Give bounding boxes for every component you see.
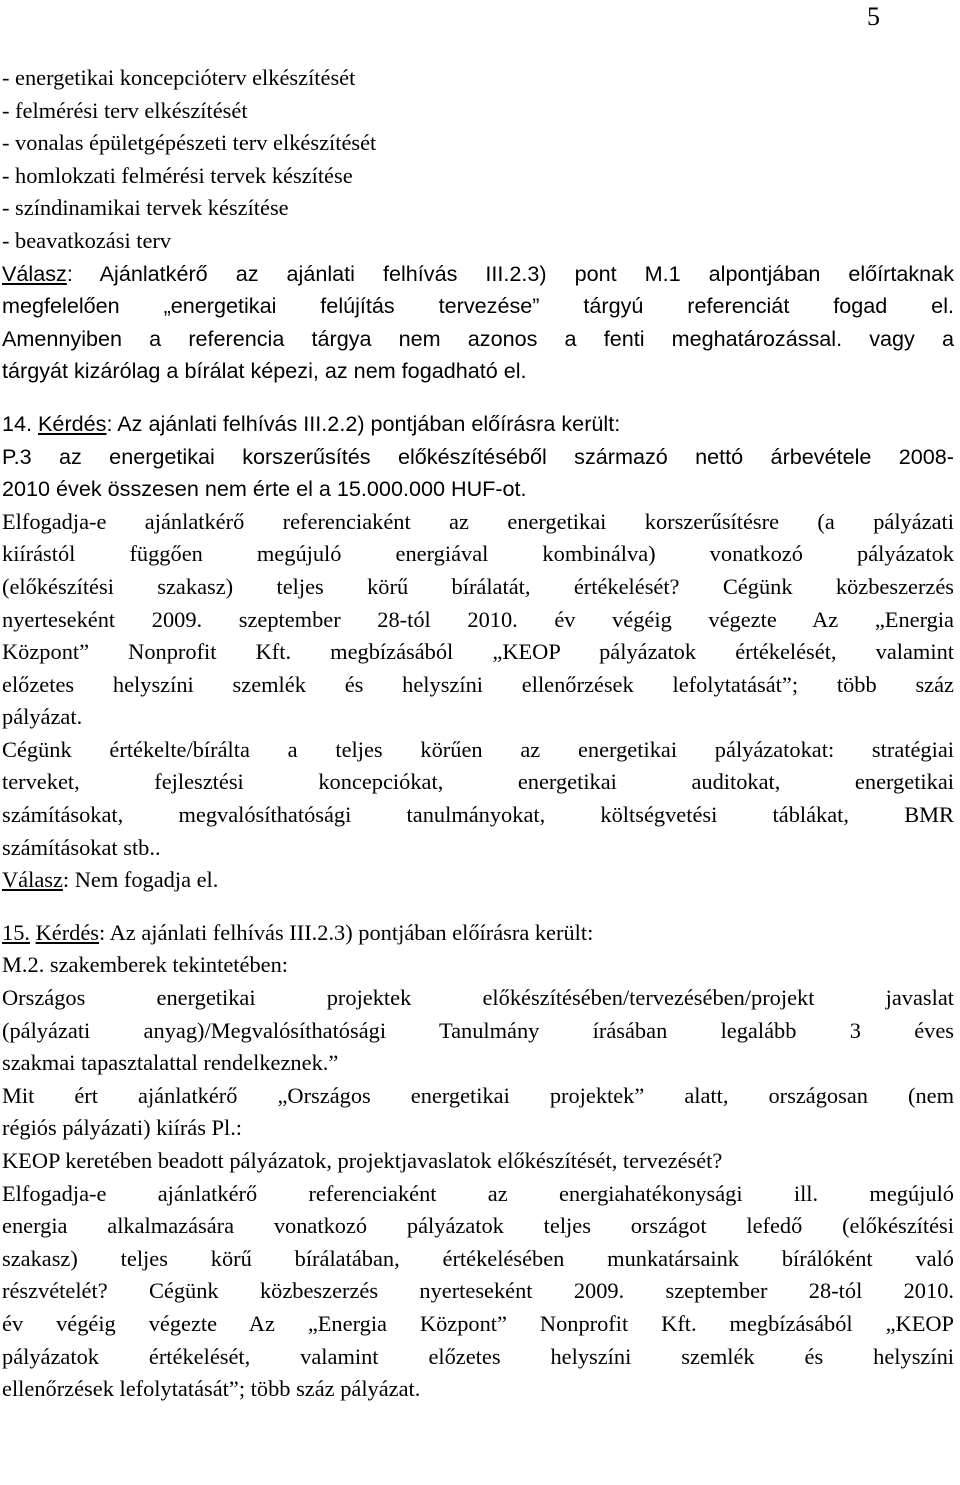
answer-label: Válasz [2,260,67,286]
p3-line: 2010 évek összesen nem érte el a 15.000.000 HUF-ot. [2,476,527,502]
mit-ert-question [2,1080,954,1145]
paragraph-line: szakasz) teljes körű bírálatában, értékelésében munkatársaink bírálóként való [2,1245,954,1271]
question-15-heading [2,917,954,950]
section-gap [2,388,954,408]
answer-14-text: : Nem fogadja el. [62,867,219,893]
question-15-final-paragraph [2,1178,954,1406]
list-item: - homlokzati felmérési tervek készítése [2,162,353,188]
paragraph-line: Cégünk értékelte/bírálta a teljes körűen az energetikai pályázatokat: stratégiai [2,736,954,762]
answer-13-line: tárgyát kizárólag a bírálat képezi, az nem fogadható el. [2,358,527,384]
paragraph-line: számításokat stb.. [2,834,161,860]
section-gap [2,897,954,917]
m2-heading: M.2. szakemberek tekintetében: [2,952,288,978]
answer-13-line: megfelelően „energetikai felújítás tervezése” tárgyú referenciát fogad el. [2,293,954,319]
paragraph-line: nyerteseként 2009. szeptember 28-tól 2010. év végéig végezte Az „Energia [2,606,954,632]
p3-line: P.3 az energetikai korszerűsítés előkészítéséből származó nettó árbevétele 2008- [2,443,954,469]
paragraph-line: pályázatok értékelését, valamint előzetes helyszíni szemlék és helyszíni [2,1343,954,1369]
m2-quote [2,982,954,1080]
paragraph-line: Mit ért ajánlatkérő „Országos energetikai projektek” alatt, országosan (nem [2,1082,954,1108]
paragraph-line: terveket, fejlesztési koncepciókat, energetikai auditokat, energetikai [2,769,954,795]
list-item: - színdinamikai tervek készítése [2,195,289,221]
p3-requirement [2,441,954,506]
answer-13-first-line [2,258,954,291]
list-item: - vonalas épületgépészeti terv elkészítését [2,130,377,156]
answer-label: Válasz [2,867,63,893]
question-14-heading [2,408,954,441]
paragraph-line: kiírástól függően megújuló energiával kombinálva) vonatkozó pályázatok [2,541,954,567]
question-15-heading-text: : Az ajánlati felhívás III.2.3) pontjában előírásra került: [99,919,594,945]
question-14 [2,408,954,897]
answer-13 [2,258,954,388]
paragraph-line: szakmai tapasztalattal rendelkeznek.” [2,1050,339,1076]
page-number: 5 [867,2,880,31]
paragraph-line: energia alkalmazására vonatkozó pályázatok teljes országot lefedő (előkészítési [2,1213,954,1239]
paragraph-line: részvételét? Cégünk közbeszerzés nyerteseként 2009. szeptember 28-tól 2010. [2,1278,954,1304]
answer-13-line: Amennyiben a referencia tárgya nem azonos a fenti meghatározással. vagy a [2,325,954,351]
list-item: - beavatkozási terv [2,227,172,253]
question-label: Kérdés [38,410,107,436]
paragraph-line: pályázat. [2,704,83,730]
paragraph-line: ellenőrzések lefolytatását”; több száz pályázat. [2,1376,421,1402]
answer-14 [2,864,954,897]
question-15-number: 15. [2,919,30,945]
question-14-paragraph-1 [2,506,954,734]
paragraph-line: Elfogadja-e ajánlatkérő referenciaként az energetikai korszerűsítésre (a pályázati [2,508,954,534]
question-14-paragraph-2 [2,734,954,864]
paragraph-line: (pályázati anyag)/Megvalósíthatósági Tanulmány írásában legalább 3 éves [2,1017,954,1043]
service-list [2,62,954,258]
list-item: - energetikai koncepcióterv elkészítését [2,65,356,90]
question-15 [2,917,954,1406]
paragraph-line: év végéig végezte Az „Energia Központ” Nonprofit Kft. megbízásából „KEOP [2,1310,954,1336]
paragraph-line: Központ” Nonprofit Kft. megbízásából „KEOP pályázatok értékelését, valamint [2,639,954,665]
paragraph-line: Országos energetikai projektek előkészítésében/tervezésében/projekt javaslat [2,985,954,1011]
paragraph-line: Elfogadja-e ajánlatkérő referenciaként az energiahatékonysági ill. megújuló [2,1180,954,1206]
question-14-number: 14. [2,410,39,436]
document-body [2,62,954,1406]
question-label: Kérdés [35,919,100,945]
paragraph-line: előzetes helyszíni szemlék és helyszíni ellenőrzések lefolytatását”; több száz [2,671,954,697]
keop-question: KEOP keretében beadott pályázatok, projektjavaslatok előkészítését, tervezését? [2,1148,723,1173]
paragraph-line: régiós pályázati) kiírás Pl.: [2,1115,243,1141]
paragraph-line: (előkészítési szakasz) teljes körű bírálatát, értékelését? Cégünk közbeszerzés [2,573,954,599]
paragraph-line: számításokat, megvalósíthatósági tanulmányokat, költségvetési táblákat, BMR [2,802,954,828]
list-item: - felmérési terv elkészítését [2,97,248,123]
answer-13-text: : Ajánlatkérő az ajánlati felhívás III.2.3) pont M.1 alpontjában előírtaknak [66,260,954,286]
question-14-heading-text: : Az ajánlati felhívás III.2.2) pontjában előírásra került: [106,410,621,436]
